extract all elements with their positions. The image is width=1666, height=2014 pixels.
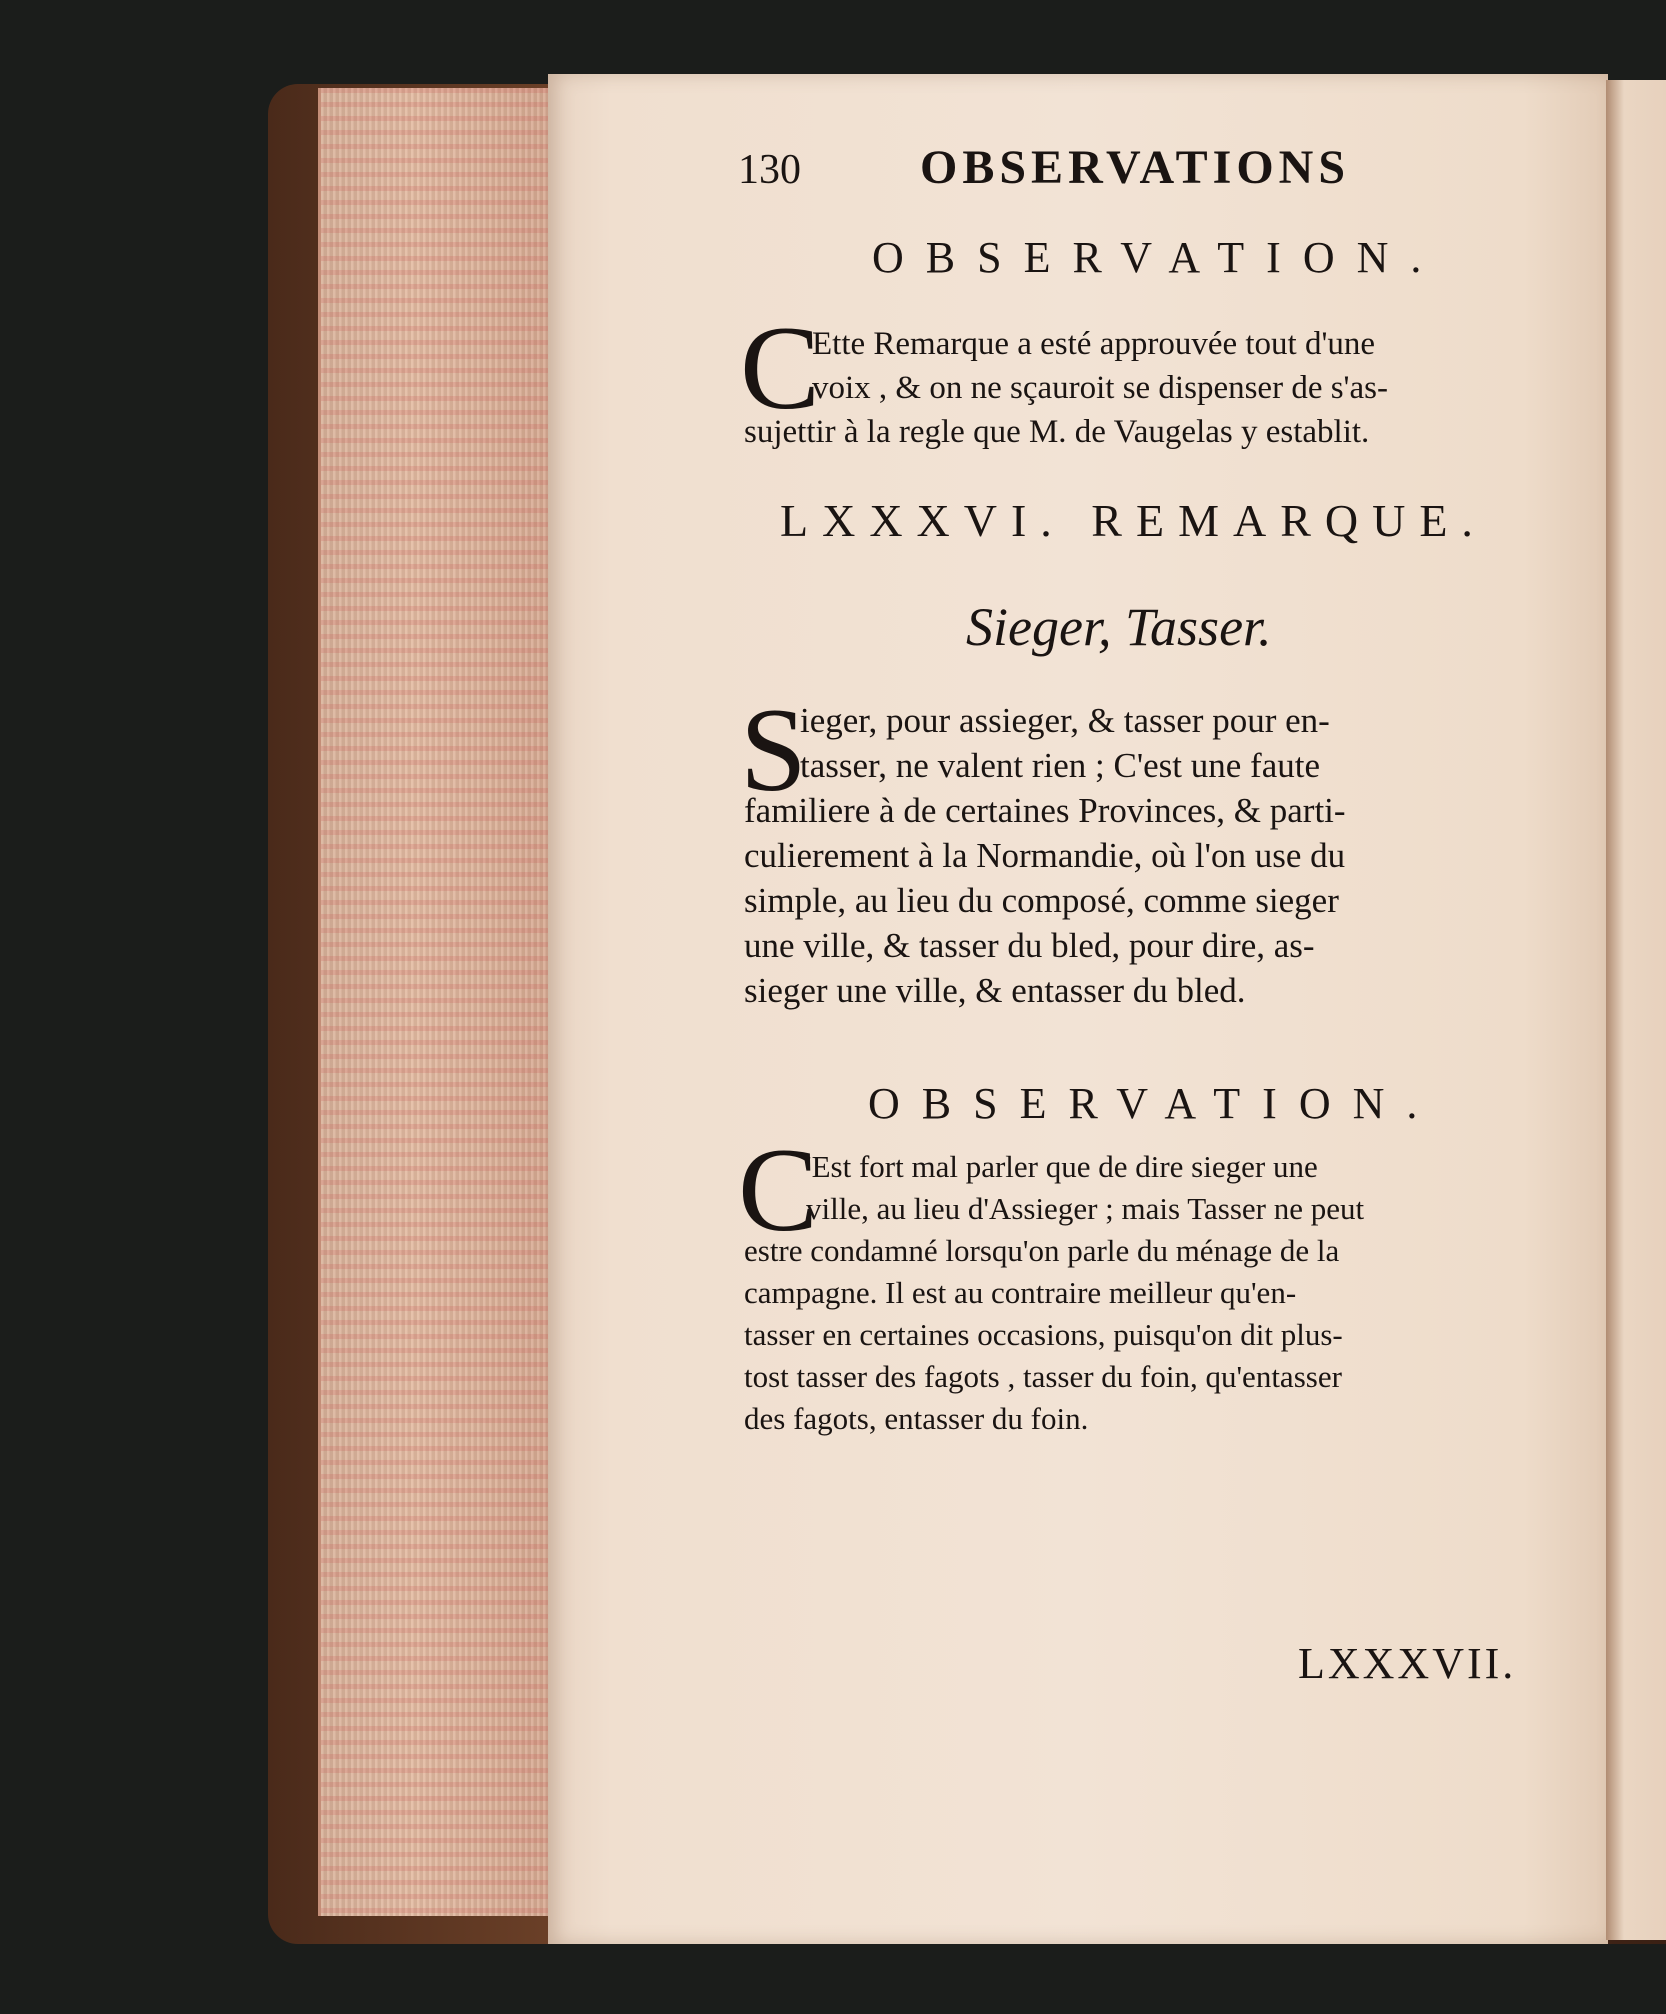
text-line: simple, au lieu du composé, comme sieger (744, 881, 1339, 920)
observation-heading-1: OBSERVATION. (872, 233, 1444, 282)
text-line: voix , & on ne sçauroit se dispenser de s'as- (812, 370, 1388, 406)
text-line: des fagots, entasser du foin. (744, 1401, 1089, 1436)
dropcap-3: C (738, 1123, 819, 1256)
remarque-subtitle: Sieger, Tasser. (966, 597, 1272, 657)
observation-paragraph-1 (744, 322, 1544, 454)
text-line: culierement à la Normandie, où l'on use du (744, 836, 1346, 875)
text-line: ville, au lieu d'Assieger ; mais Tasser ne peut (806, 1191, 1365, 1226)
text-line: tost tasser des fagots , tasser du foin, qu'entasser (744, 1359, 1342, 1394)
observation-paragraph-2 (744, 1146, 1544, 1440)
dropcap-2: S (740, 683, 807, 816)
text-line: tasser, ne valent rien ; C'est une faute (800, 746, 1320, 785)
page-number: 130 (738, 147, 801, 193)
text-line: ieger, pour assieger, & tasser pour en- (800, 701, 1330, 740)
remarque-paragraph (744, 698, 1544, 1013)
text-line: tasser en certaines occasions, puisqu'on dit plus- (744, 1317, 1343, 1352)
text-line: campagne. Il est au contraire meilleur qu'en- (744, 1275, 1297, 1310)
text-line: sieger une ville, & entasser du bled. (744, 971, 1246, 1010)
dropcap-1: C (740, 301, 821, 434)
text-line: Ette Remarque a esté approuvée tout d'une (812, 326, 1376, 362)
observation-heading-2: OBSERVATION. (868, 1079, 1440, 1128)
text-line: une ville, & tasser du bled, pour dire, as- (744, 926, 1315, 965)
text-line: familiere à de certaines Provinces, & parti- (744, 791, 1346, 830)
page-edges (318, 88, 551, 1916)
text-line: estre condamné lorsqu'on parle du ménage de la (744, 1233, 1340, 1268)
remarque-heading: LXXXVI. REMARQUE. (780, 495, 1487, 546)
running-title: OBSERVATIONS (920, 141, 1351, 194)
text-line: 'Est fort mal parler que de dire sieger une (806, 1149, 1318, 1184)
catchword: LXXXVII. (1298, 1639, 1517, 1688)
text-line: sujettir à la regle que M. de Vaugelas y establit. (744, 414, 1370, 450)
facing-page-edge (1606, 80, 1666, 1940)
